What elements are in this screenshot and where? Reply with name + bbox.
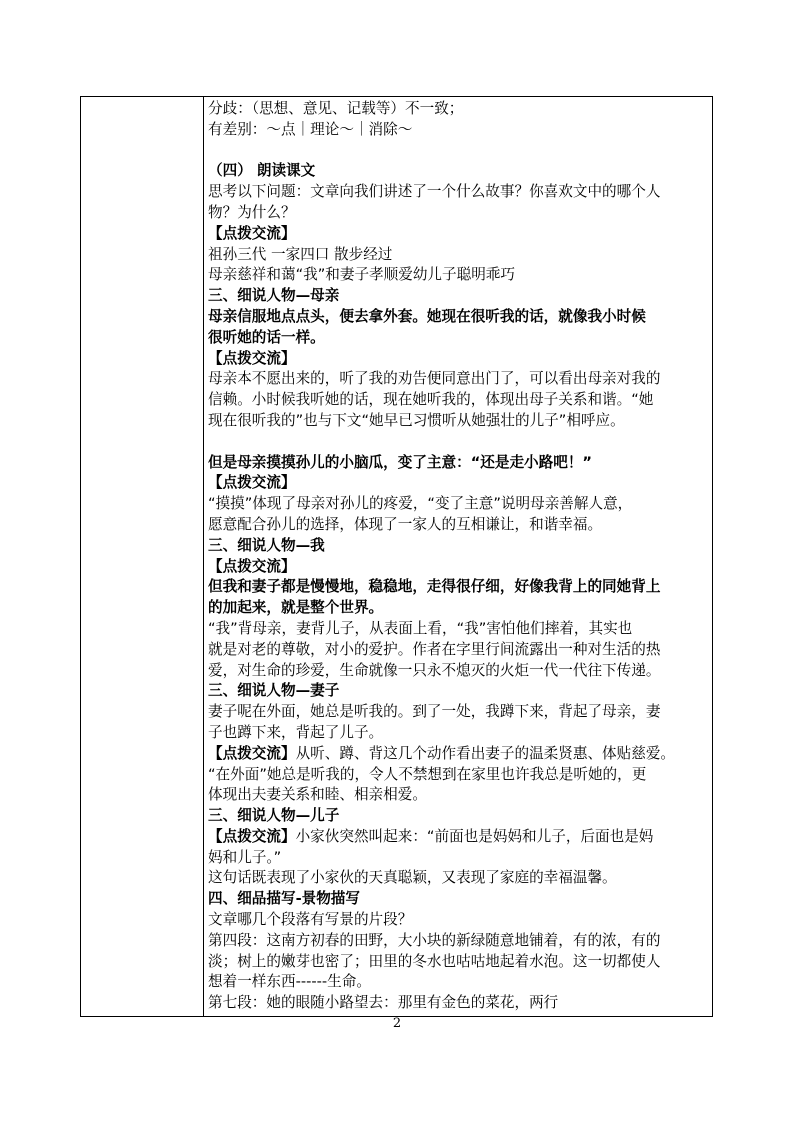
text-line: 体现出夫妻关系和睦、相亲相爱。: [208, 786, 427, 804]
text-line: “在外面”她总是听我的，令人不禁想到在家里也许我总是听她的，更: [208, 765, 647, 783]
text-line: 但我和妻子都是慢慢地，稳稳地，走得很仔细，好像我背上的同她背上: [208, 578, 661, 596]
text-line: 【点拨交流】: [208, 474, 296, 492]
text-line: 分歧：（思想、意见、记载等）不一致；: [208, 100, 464, 117]
text-line: 文章哪几个段落有写景的片段？: [208, 911, 413, 929]
line-text: 小家伙突然叫起来：“前面也是妈妈和儿子，后面也是妈: [295, 827, 654, 845]
text-line: [208, 432, 710, 453]
text-line: 的加起来，就是整个世界。: [208, 599, 384, 617]
text-line: 母亲本不愿出来的，听了我的劝告便同意出门了，可以看出母亲对我的: [208, 370, 661, 388]
text-line: 第四段：这南方初春的田野，大小块的新绿随意地铺着，有的浓，有的: [208, 931, 661, 949]
text-line: 淡；树上的嫩芽也密了；田里的冬水也咕咕地起着水泡。这一切都使人: [208, 952, 661, 970]
text-line: 三、细说人物—儿子: [208, 807, 340, 825]
text-line: 很听她的话一样。: [208, 328, 325, 346]
highlight-label: 【点拨交流】: [208, 827, 296, 845]
content-table: [80, 96, 713, 1017]
text-line: 祖孙三代 一家四口 散步经过: [208, 245, 393, 263]
text-line: 母亲慈祥和蔼“我”和妻子孝顺爱幼儿子聪明乖巧: [208, 266, 515, 284]
text-line: “摸摸”体现了母亲对孙儿的疼爱，“变了主意”说明母亲善解人意，: [208, 495, 633, 513]
text-line: 思考以下问题：文章向我们讲述了一个什么故事？你喜欢文中的哪个人: [208, 183, 661, 201]
text-line: 第七段：她的眼随小路望去：那里有金色的菜花，两行: [208, 994, 559, 1012]
text-line: 三、细说人物—妻子: [208, 682, 340, 700]
text-line: [208, 141, 710, 162]
text-line: [208, 744, 710, 765]
text-line: 物？为什么？: [208, 203, 296, 221]
text-line: 母亲信服地点点头，便去拿外套。她现在很听我的话，就像我小时候: [208, 307, 646, 325]
text-line: [208, 827, 710, 848]
text-line: 但是母亲摸摸孙儿的小脑瓜，变了主意：“还是走小路吧！”: [208, 453, 593, 471]
text-line: 妈和儿子。”: [208, 848, 282, 866]
line-text: 从听、蹲、背这几个动作看出妻子的温柔贤惠、体贴慈爱。: [295, 744, 676, 762]
text-line: 妻子呢在外面，她总是听我的。到了一处，我蹲下来，背起了母亲，妻: [208, 703, 661, 721]
text-line: 信赖。小时候我听她的话，现在她听我的，体现出母子关系和谐。“她: [208, 391, 654, 409]
text-line: 这句话既表现了小家伙的天真聪颖，又表现了家庭的幸福温馨。: [208, 869, 617, 887]
text-line: 【点拨交流】: [208, 224, 296, 242]
text-line: “我”背母亲，妻背儿子，从表面上看，“我”害怕他们摔着，其实也: [208, 619, 633, 637]
highlight-label: 【点拨交流】: [208, 744, 296, 762]
text-line: 愿意配合孙儿的选择，体现了一家人的互相谦让，和谐幸福。: [208, 515, 603, 533]
text-line: 三、细说人物—母亲: [208, 287, 340, 305]
text-line: 就是对老的尊敬，对小的爱护。作者在字里行间流露出一种对生活的热: [208, 640, 661, 658]
text-line: 有差别：～点｜理论～｜消除～: [208, 120, 413, 138]
content-cell: [208, 99, 710, 1014]
text-line: （四） 朗读课文: [208, 162, 316, 180]
text-line: 现在很听我的”也与下文“她早已习惯听从她强壮的儿子”相呼应。: [208, 411, 625, 429]
page-number: 2: [392, 1016, 402, 1031]
text-line: 爱，对生命的珍爱，生命就像一只永不熄灭的火炬一代一代往下传递。: [208, 661, 661, 679]
text-line: 三、细说人物—我: [208, 536, 325, 554]
text-line: 【点拨交流】: [208, 557, 296, 575]
column-divider: [203, 97, 204, 1016]
text-line: 【点拨交流】: [208, 349, 296, 367]
text-line: 四、细品描写-景物描写: [208, 890, 360, 908]
text-line: 想着一样东西------生命。: [208, 973, 371, 991]
text-line: 子也蹲下来，背起了儿子。: [208, 723, 384, 741]
